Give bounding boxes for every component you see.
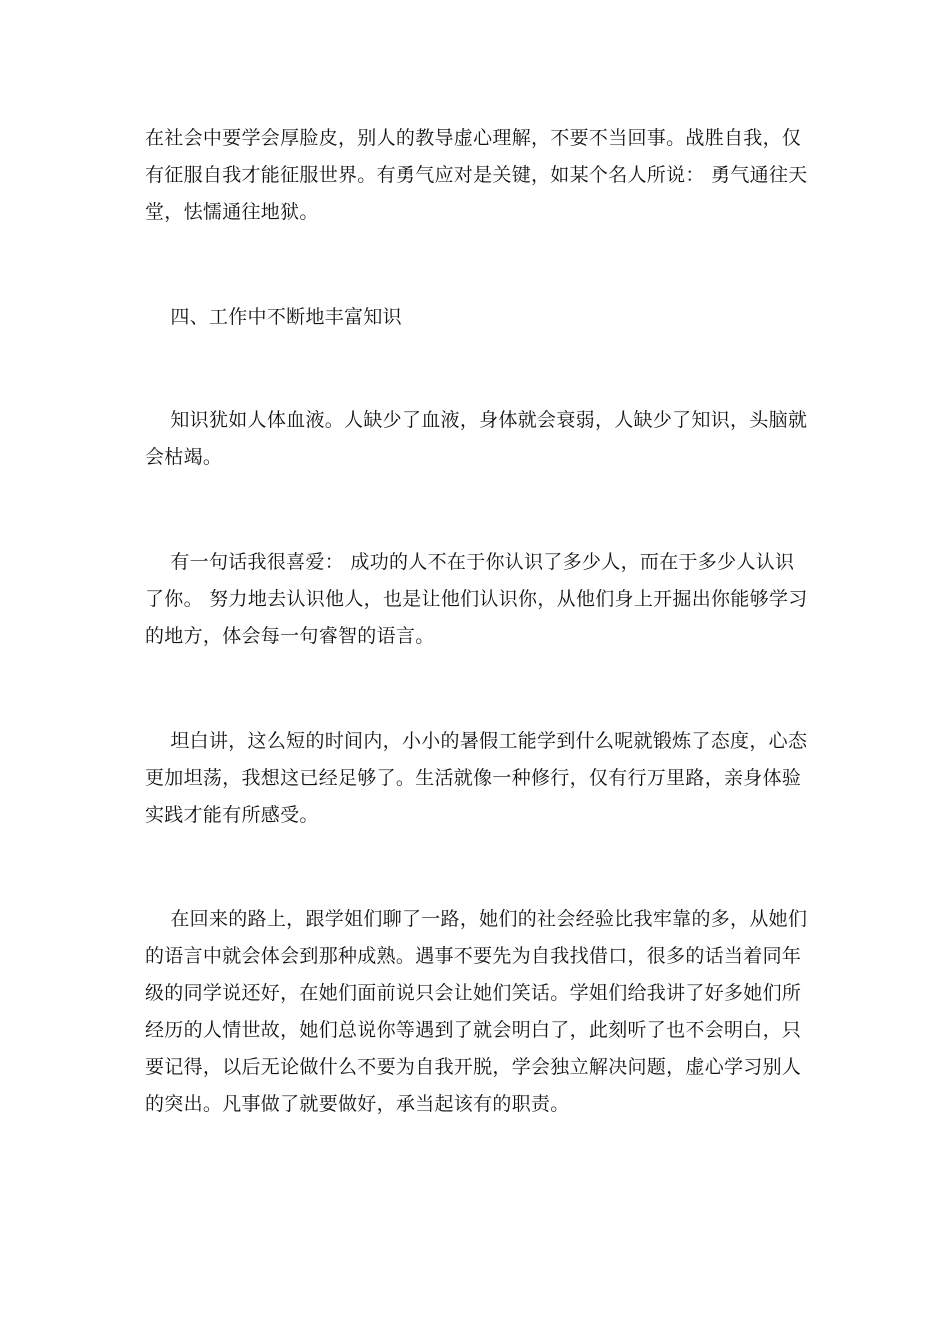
paragraph-1-line-3: 堂，怯懦通往地狱。: [145, 201, 319, 223]
paragraph-2-line-2: 会枯竭。: [145, 446, 223, 468]
paragraph-5-line-6: 的突出。凡事做了就要做好，承当起该有的职责。: [145, 1093, 570, 1115]
paragraph-5-line-5: 要记得，以后无论做什么不要为自我开脱，学会独立解决问题，虚心学习别人: [145, 1056, 802, 1078]
section-heading: 四、工作中不断地丰富知识: [145, 306, 402, 328]
paragraph-4-line-2: 更加坦荡，我想这已经足够了。生活就像一种修行，仅有行万里路，亲身体验: [145, 767, 802, 789]
paragraph-1-line-2: 有征服自我才能征服世界。有勇气应对是关键，如某个名人所说： 勇气通往天: [145, 164, 808, 186]
paragraph-5-line-2: 的语言中就会体会到那种成熟。遇事不要先为自我找借口，很多的话当着同年: [145, 945, 802, 967]
paragraph-3-line-3: 的地方，体会每一句睿智的语言。: [145, 625, 435, 647]
paragraph-3-line-1: 有一句话我很喜爱： 成功的人不在于你认识了多少人，而在于多少人认识: [145, 551, 795, 573]
paragraph-5-line-3: 级的同学说还好，在她们面前说只会让她们笑话。学姐们给我讲了好多她们所: [145, 982, 802, 1004]
paragraph-3-line-2: 了你。 努力地去认识他人，也是让他们认识你，从他们身上开掘出你能够学习: [145, 588, 808, 610]
paragraph-4-line-1: 坦白讲，这么短的时间内，小小的暑假工能学到什么呢就锻炼了态度，心态: [145, 730, 808, 752]
paragraph-2-line-1: 知识犹如人体血液。人缺少了血液，身体就会衰弱，人缺少了知识，头脑就: [145, 409, 808, 431]
paragraph-5-line-1: 在回来的路上，跟学姐们聊了一路，她们的社会经验比我牢靠的多，从她们: [145, 908, 808, 930]
paragraph-4-line-3: 实践才能有所感受。: [145, 804, 319, 826]
paragraph-5-line-4: 经历的人情世故，她们总说你等遇到了就会明白了，此刻听了也不会明白，只: [145, 1019, 802, 1041]
paragraph-1-line-1: 在社会中要学会厚脸皮，别人的教导虚心理解，不要不当回事。战胜自我，仅: [145, 127, 802, 149]
